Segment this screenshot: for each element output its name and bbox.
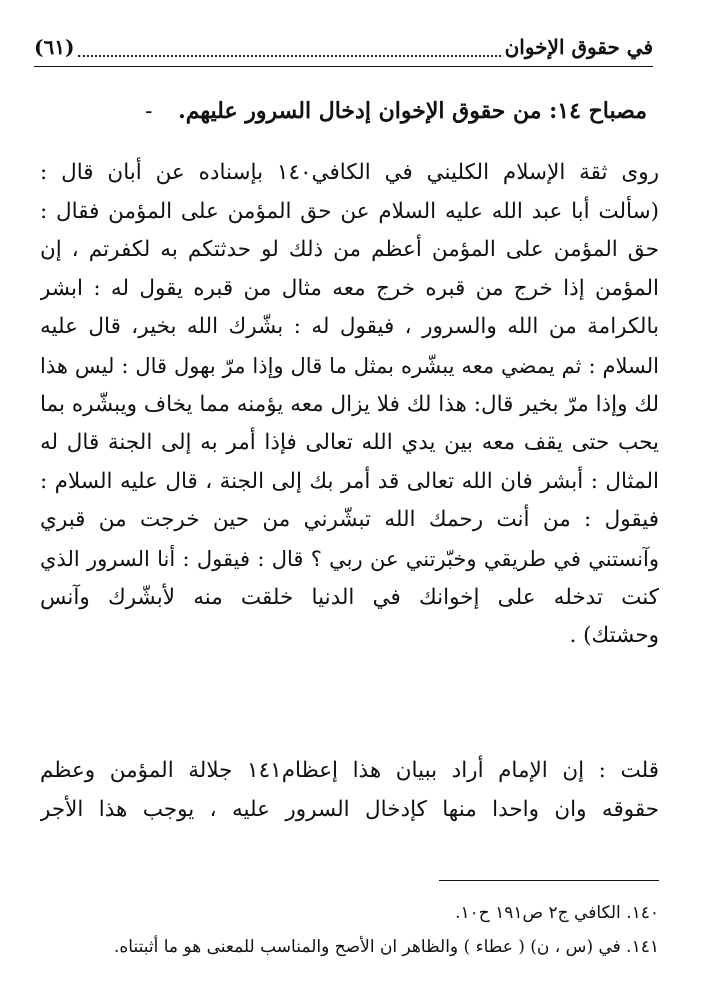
text-line: (سألت أبا عبد الله عليه السلام عن حق المؤمن على المؤمن فقال :	[40, 198, 659, 224]
text-line: حقوقه وان واحدا منها كإدخال السرور عليه ، يوجب هذا الأجر	[40, 796, 659, 822]
text-line: وحشتك) .	[569, 623, 659, 649]
text-line: يحب حتى يقف معه بين يدي الله تعالى فإذا أمر به إلى الجنة قال له	[40, 430, 659, 456]
text-line: المؤمن إذا خرج من قبره خرج معه مثال من قبره يقول له : ابشر	[40, 275, 659, 301]
section-heading-text: مصباح ١٤: من حقوق الإخوان إدخال السرور عليهم.	[178, 98, 647, 124]
running-header	[34, 30, 653, 64]
footnote-140: ١٤٠. الكافي ج٢ ص١٩١ ح١٠.	[455, 903, 659, 923]
paragraph-hadith	[40, 154, 659, 656]
text-line: لك وإذا مرّ بخير قال: هذا لك فلا يزال معه يؤمنه مما يخاف ويبشّره بما	[40, 391, 659, 417]
text-line: حق المؤمن على المؤمن أعظم من ذلك لو حدثتكم به لكفرتم ، إن	[40, 237, 659, 263]
text-line: وآنستني في طريقي وخبّرتني عن ربي ؟ قال : فيقول : أنا السرور الذي	[40, 546, 659, 571]
footnote-rule	[439, 880, 659, 881]
text-line: كنت تدخله على إخوانك في الدنيا خلقت منه لأبشّرك وآنس	[40, 584, 659, 610]
text-line: قلت : إن الإمام أراد ببيان هذا إعظام١٤١ جلالة المؤمن وعظم	[40, 758, 659, 783]
footnote-141: ١٤١. في (س ، ن) ( عطاء ) والظاهر ان الأصح والمناسب للمعنى هو ما أثبتناه.	[114, 937, 659, 957]
paragraph-commentary	[40, 752, 659, 829]
text-line: السلام : ثم يمضي معه يبشّره بمثل ما قال وإذا مرّ بهول قال : ليس هذا	[40, 353, 659, 378]
page-number: (٦١)	[34, 35, 75, 59]
text-line: فيقول : من أنت رحمك الله تبشّرني من حين خرجت من قبري	[40, 507, 659, 533]
section-heading	[34, 94, 647, 129]
text-line: روى ثقة الإسلام الكليني في الكافي١٤٠ بإسناده عن أبان قال :	[40, 160, 659, 185]
text-line: بالكرامة من الله والسرور ، فيقول له : بشّرك الله بخير، قال عليه	[40, 314, 659, 340]
text-line: المثال : أبشر فان الله تعالى قد أمر بك إلى الجنة ، قال عليه السلام :	[40, 468, 659, 494]
heading-dash: -	[144, 99, 153, 124]
header-title: في حقوق الإخوان	[504, 35, 653, 59]
header-rule	[34, 66, 653, 67]
footnotes	[40, 896, 659, 964]
header-dot-leader	[78, 37, 500, 57]
